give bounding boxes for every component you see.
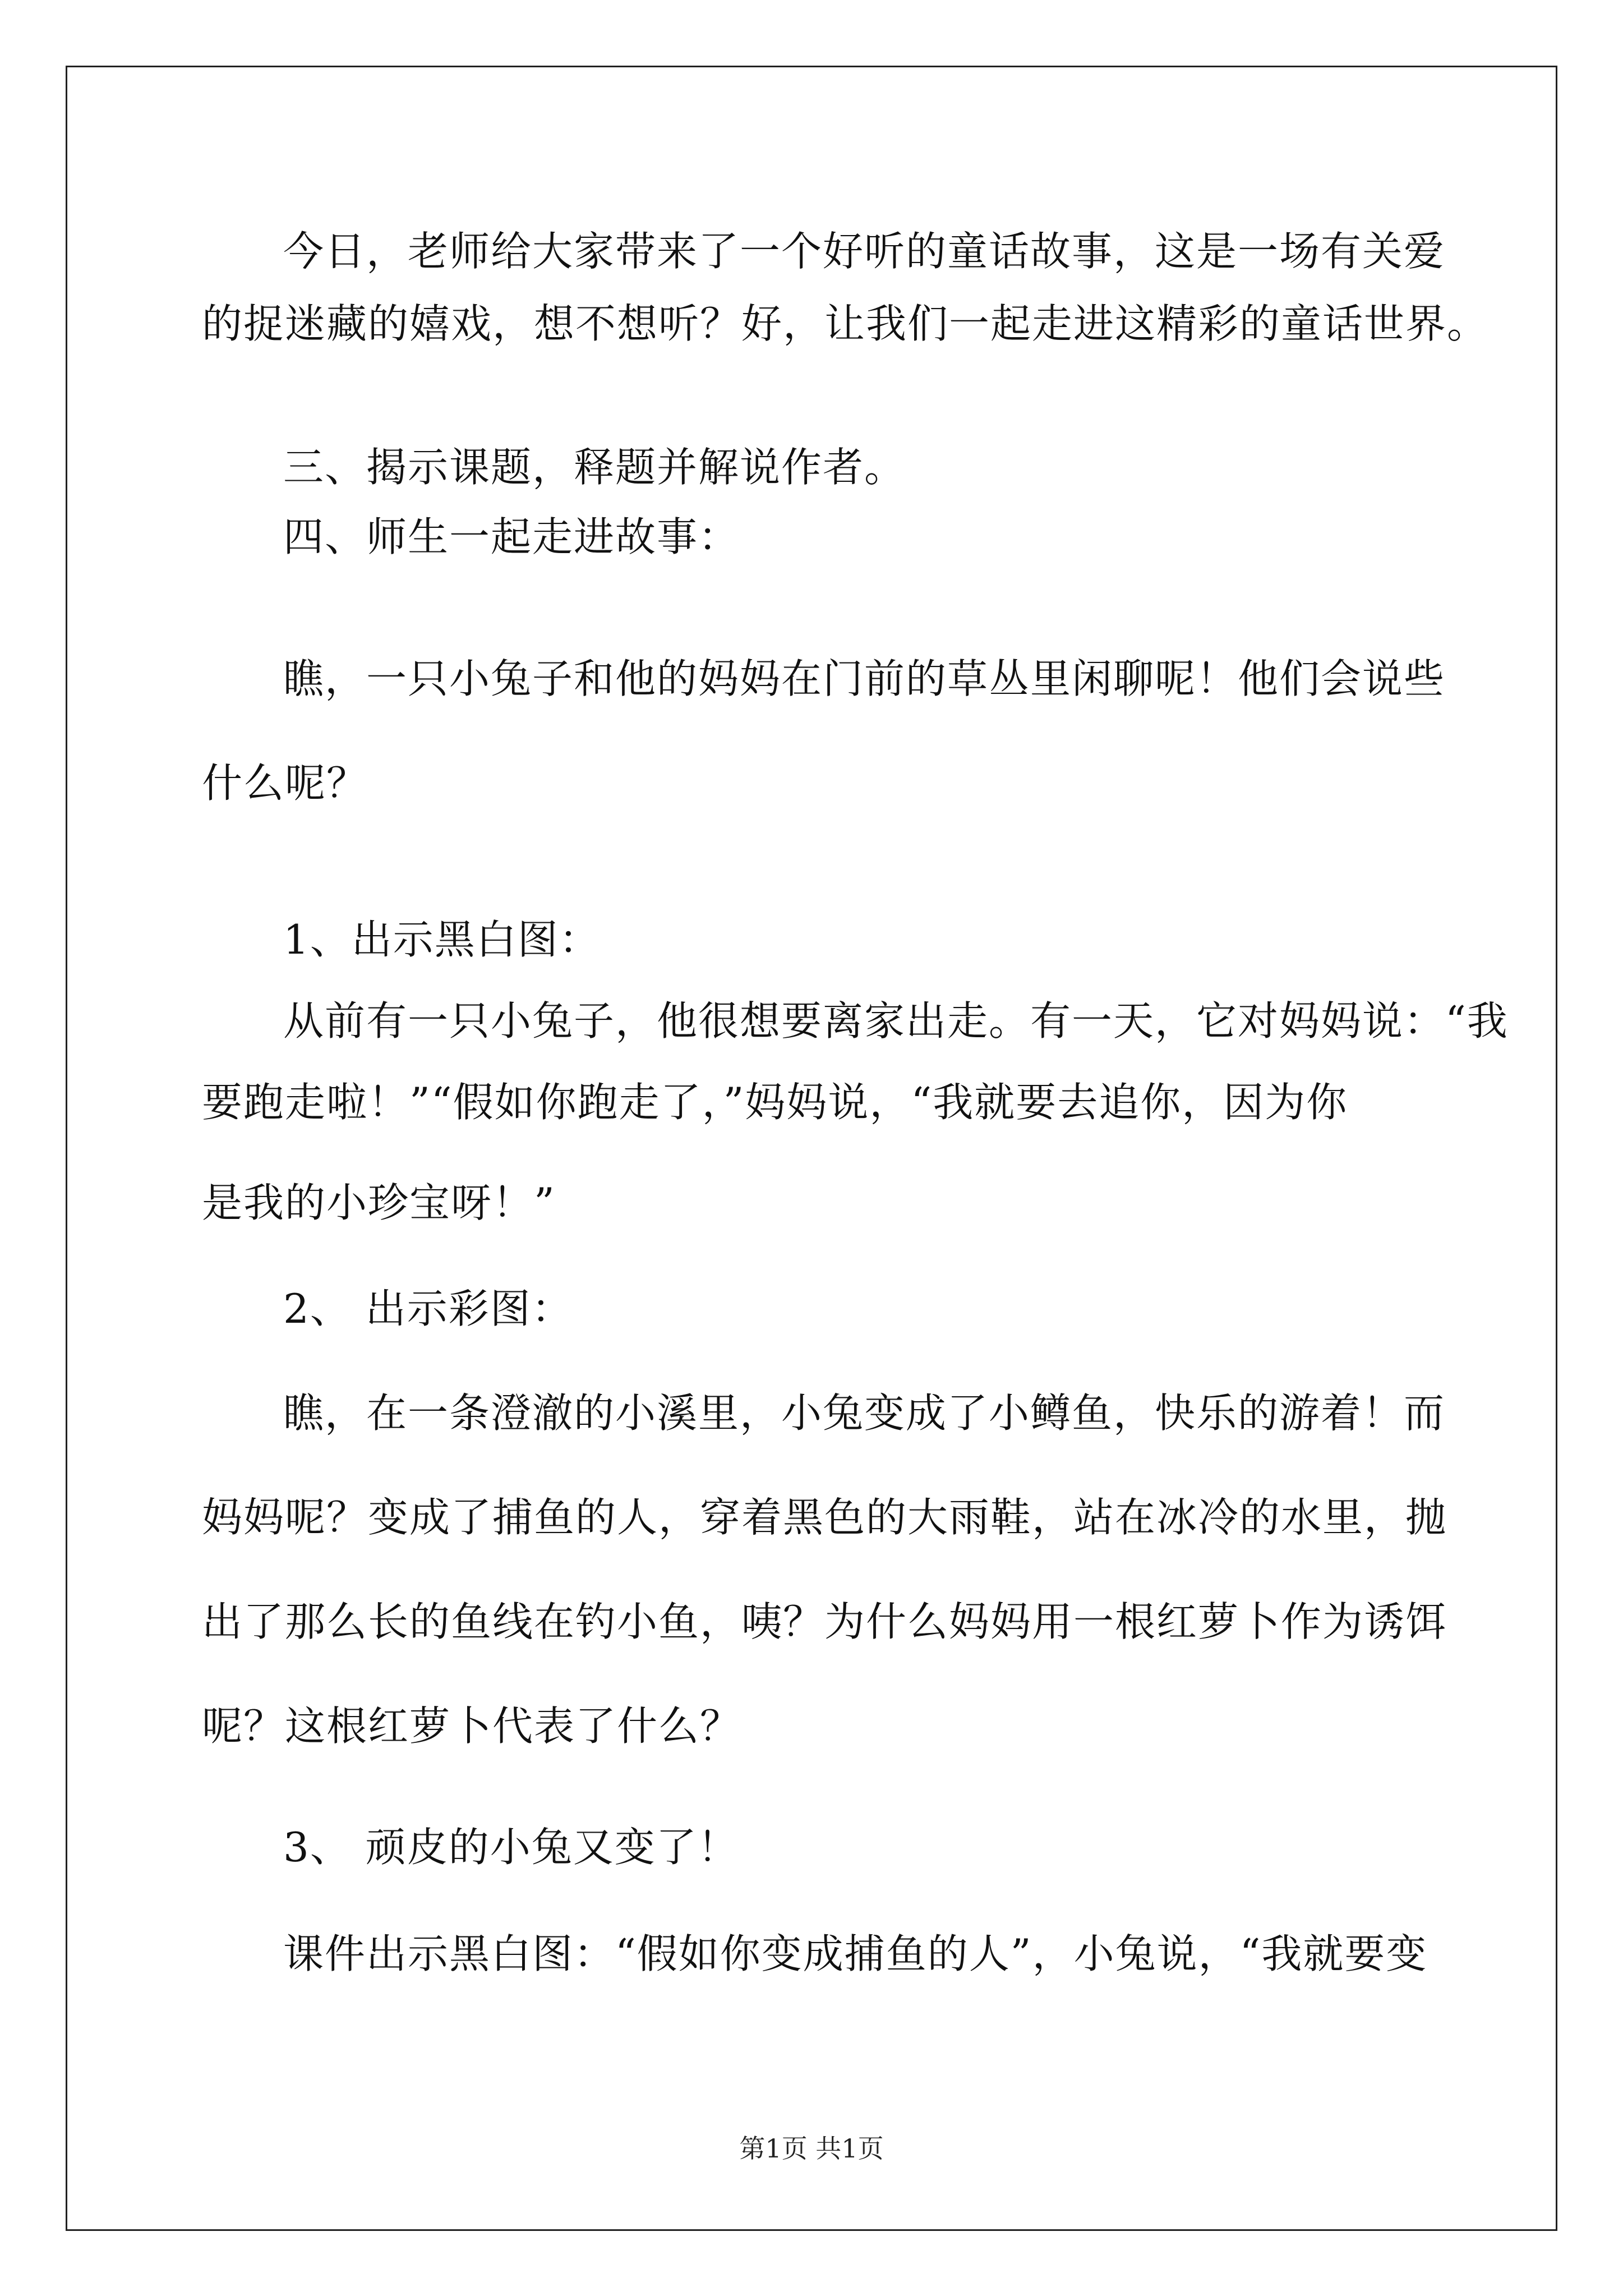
text-line: 3、 顽皮的小兔又变了！ — [283, 1824, 739, 1871]
text-line: 瞧，在一条澄澈的小溪里，小兔变成了小鳟鱼，快乐的游着！而 — [283, 1389, 1446, 1437]
text-line: 2、 出示彩图： — [283, 1285, 573, 1332]
text-line: 什么呢？ — [202, 760, 368, 807]
text-line: 是我的小珍宝呀！” — [202, 1179, 556, 1226]
text-line: 从前有一只小兔子，他很想要离家出走。有一天，它对妈妈说：“我 — [283, 997, 1509, 1045]
text-line: 三、揭示课题，释题并解说作者。 — [283, 444, 906, 491]
text-line: 瞧，一只小兔子和他的妈妈在门前的草丛里闲聊呢！他们会说些 — [283, 655, 1446, 702]
page-number: 第1页 共1页 — [739, 2133, 884, 2164]
text-line: 今日，老师给大家带来了一个好听的童话故事，这是一场有关爱 — [283, 228, 1446, 275]
text-line: 要跑走啦！”“假如你跑走了，”妈妈说，“我就要去追你，因为你 — [202, 1079, 1348, 1126]
text-line: 课件出示黑白图：“假如你变成捕鱼的人”，小兔说，“我就要变 — [283, 1930, 1428, 1977]
text-line: 妈妈呢？变成了捕鱼的人，穿着黑色的大雨鞋，站在冰冷的水里，抛 — [202, 1494, 1447, 1541]
text-line: 出了那么长的鱼线在钓小鱼，咦？为什么妈妈用一根红萝卜作为诱饵 — [202, 1598, 1447, 1645]
text-line: 呢？这根红萝卜代表了什么？ — [202, 1703, 742, 1750]
text-line: 四、师生一起走进故事： — [283, 513, 740, 560]
text-line: 的捉迷藏的嬉戏，想不想听？好，让我们一起走进这精彩的童话世界。 — [202, 300, 1489, 347]
page-border — [66, 66, 1557, 2231]
text-line: 1、出示黑白图： — [283, 916, 601, 963]
